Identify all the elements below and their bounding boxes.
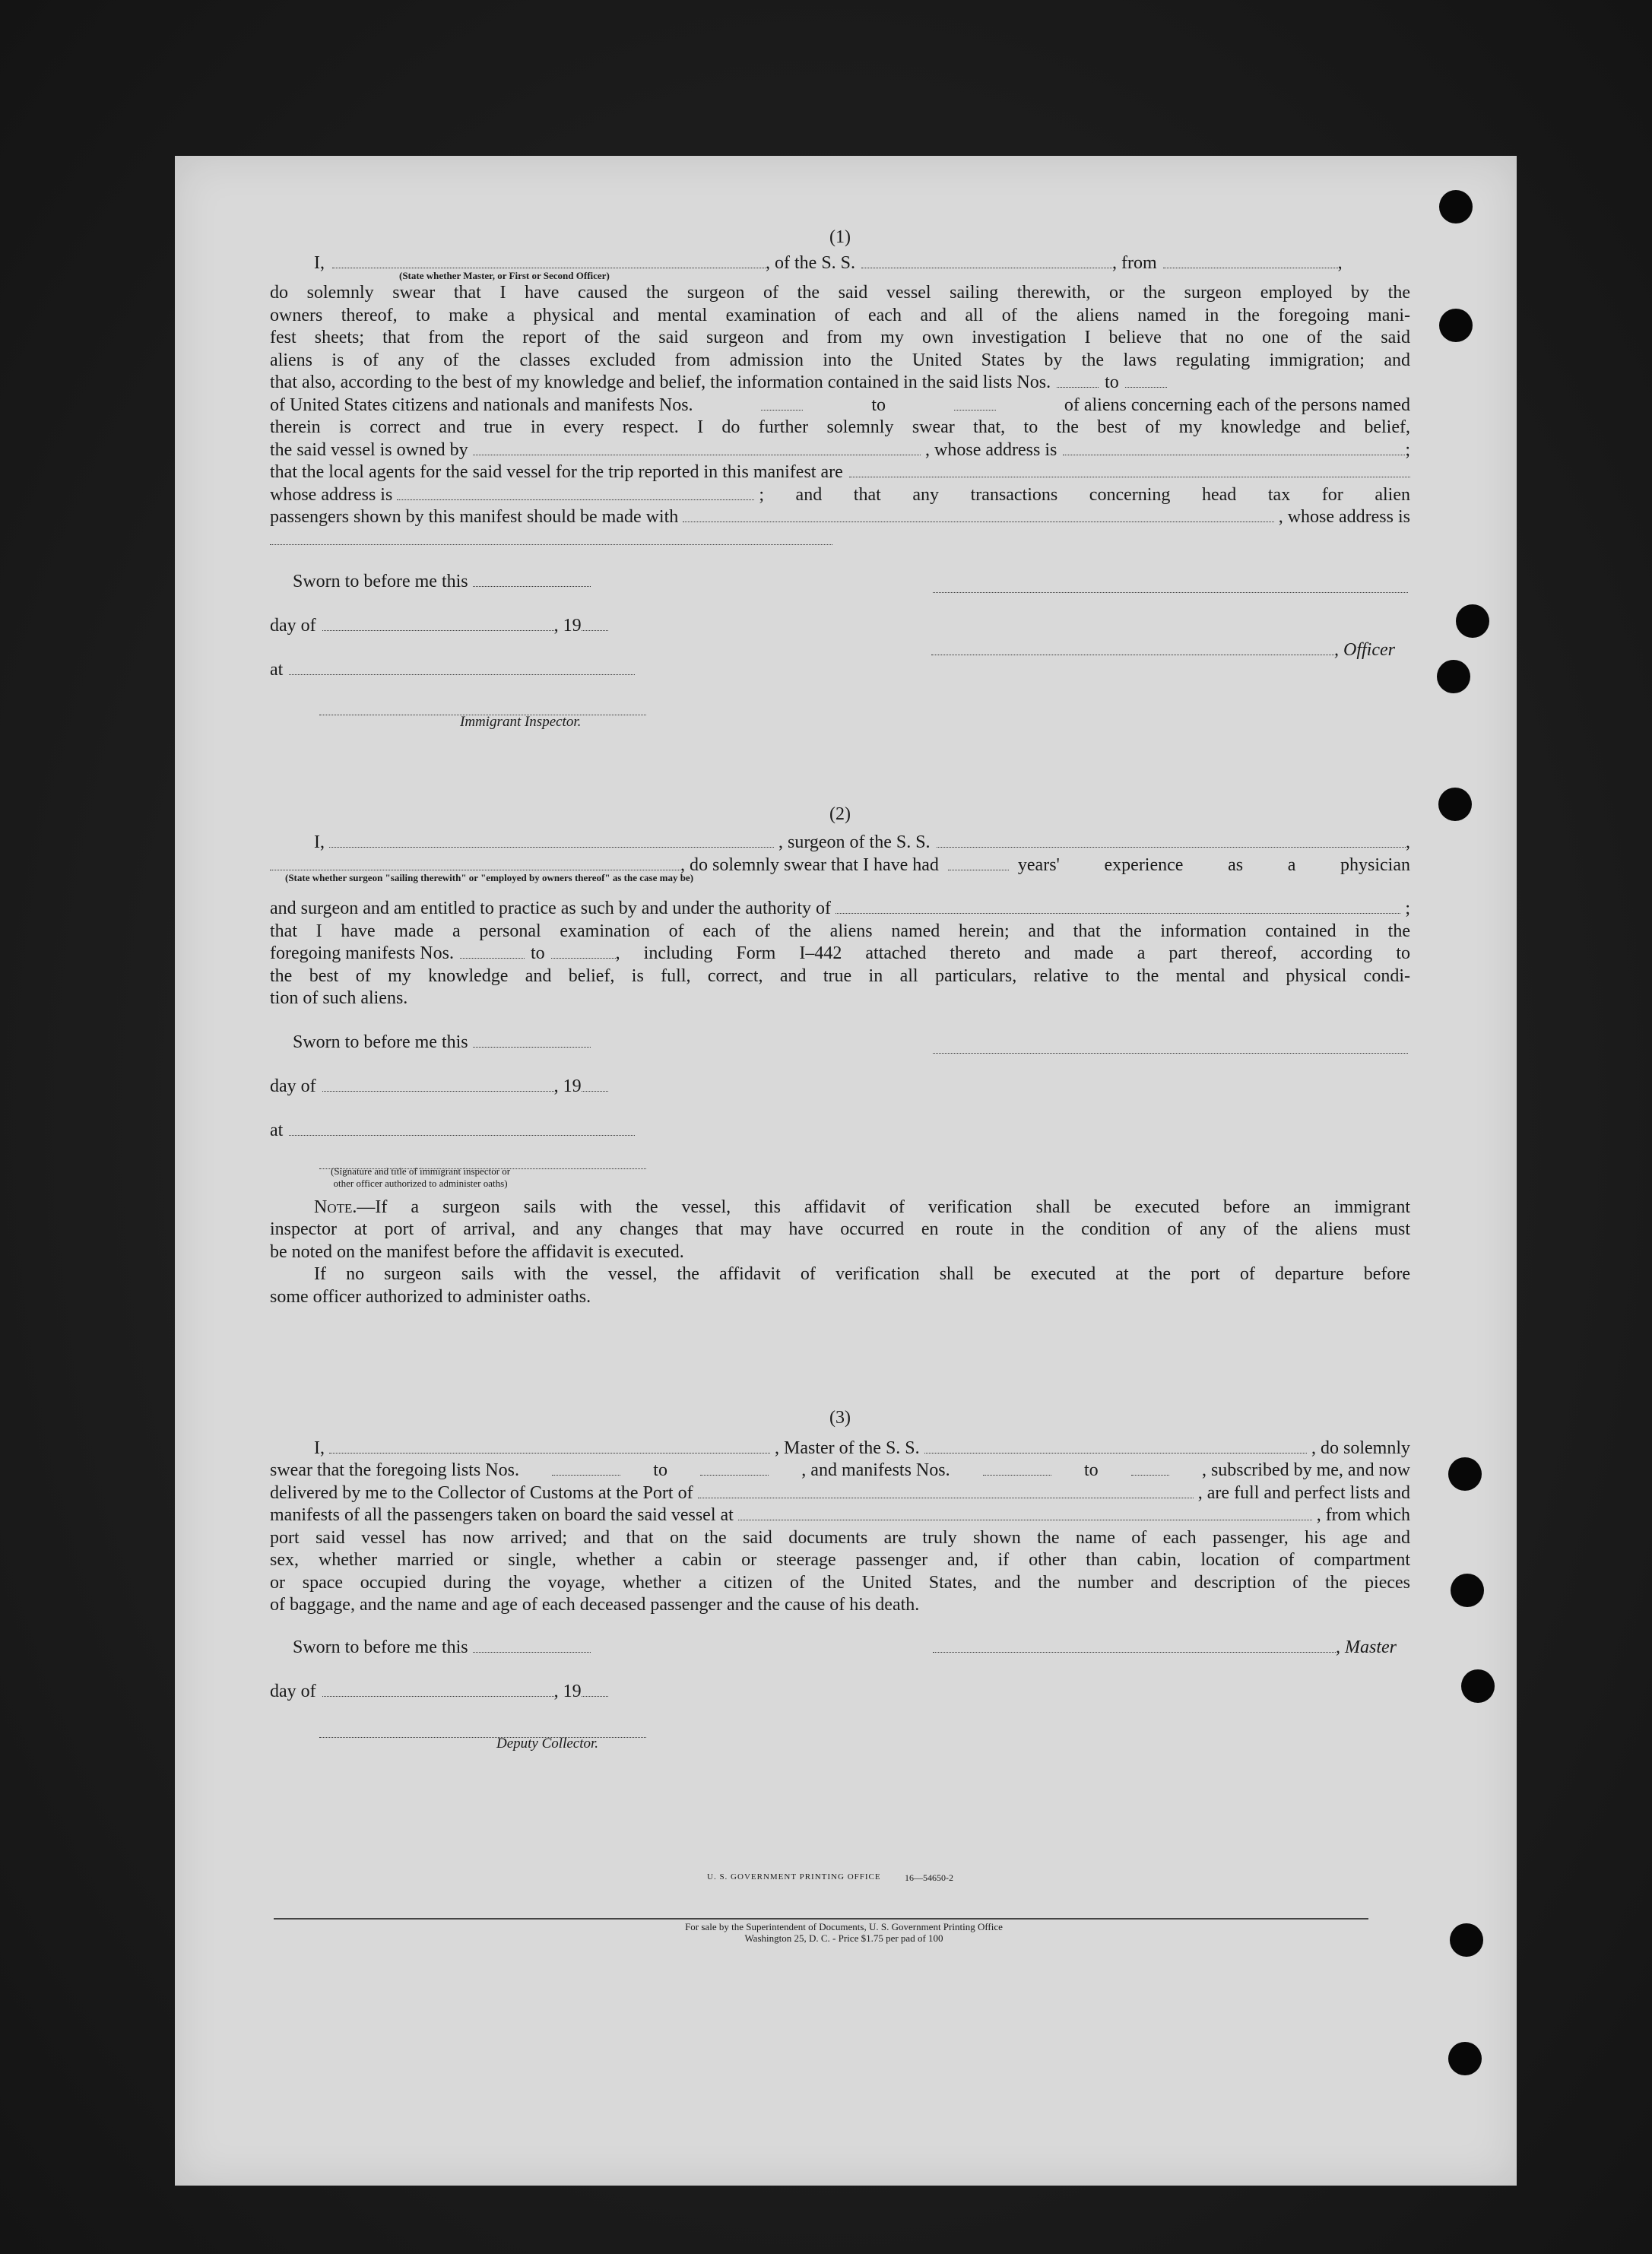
year-blank[interactable] <box>582 617 608 631</box>
section-1-text: owners thereof, to make a physical and mental examination of each and all of the aliens named in the foregoing mani- <box>270 305 1410 325</box>
form-content <box>270 227 1410 1754</box>
text: , whose address is <box>1278 507 1410 527</box>
section-3-line-4 <box>270 1504 1410 1527</box>
text: Sworn to before me this <box>293 1637 468 1657</box>
footer-rule <box>274 1918 1368 1920</box>
section-1-text: aliens is of any of the classes excluded from admission into the United States by the laws regulating immigration; and <box>270 350 1410 370</box>
day-of-row <box>270 1681 608 1704</box>
officer-row <box>931 639 1395 662</box>
text: I, <box>314 252 325 273</box>
section-2-text: that I have made a personal examination of each of the aliens named herein; and that the information contained in the <box>270 921 1410 941</box>
text: to <box>530 943 545 963</box>
text: to <box>871 395 886 415</box>
signature-note <box>331 1165 510 1190</box>
text: I, <box>314 832 325 852</box>
place-blank[interactable] <box>289 661 635 675</box>
vessel-name-blank[interactable] <box>861 254 1112 268</box>
text: , 19 <box>553 1681 582 1701</box>
surgeon-signature-blank[interactable] <box>933 1039 1408 1054</box>
surgeon-note: (State whether surgeon "sailing therewith" or "employed by owners thereof" as the case may be) <box>285 872 694 883</box>
text: , from <box>1112 252 1157 273</box>
section-1-text: do solemnly swear that I have caused the surgeon of the said vessel sailing therewith, or the surgeon employed by the <box>270 283 1410 303</box>
owner-blank[interactable] <box>473 441 921 455</box>
sworn-day-blank[interactable] <box>473 572 591 587</box>
manifest-from-blank[interactable] <box>761 396 803 411</box>
sale-notice <box>578 1921 1110 1944</box>
punch-hole <box>1451 1574 1484 1607</box>
punch-hole <box>1439 190 1473 223</box>
section-2 <box>270 804 1410 1309</box>
text: of aliens concerning each of the persons named <box>1064 395 1410 415</box>
punch-hole <box>1438 788 1472 821</box>
text: , including Form I–442 attached thereto and made a part thereof, according to <box>615 943 1410 963</box>
sworn-day-blank[interactable] <box>473 1033 591 1048</box>
text: , of the S. S. <box>766 252 856 273</box>
sworn-row <box>293 1637 591 1660</box>
note-line: inspector at port of arrival, and any changes that may have occurred en route in the condition of any of the aliens must <box>270 1219 1410 1239</box>
punch-hole <box>1450 1923 1483 1957</box>
manifests-to-blank[interactable] <box>551 944 616 959</box>
surgeon-vessel-blank[interactable] <box>937 833 1406 848</box>
month-blank[interactable] <box>322 617 554 631</box>
note-line <box>270 1197 1410 1219</box>
text: I, <box>314 1438 325 1458</box>
section-2-line-1 <box>270 832 1410 854</box>
section-3-line-1 <box>270 1438 1410 1460</box>
officer-name-blank[interactable] <box>931 641 1334 655</box>
at-row <box>270 1120 635 1143</box>
printer-imprint: U. S. GOVERNMENT PRINTING OFFICE <box>707 1872 881 1882</box>
section-number: (2) <box>829 804 851 824</box>
note-line: If no surgeon sails with the vessel, the affidavit of verification shall be executed at the port of departure before <box>314 1264 1410 1284</box>
text: at <box>270 659 284 680</box>
text: swear that the foregoing lists Nos. <box>270 1460 519 1480</box>
text: , <box>1406 832 1410 852</box>
text: whose address is <box>270 484 393 505</box>
text: other officer authorized to administer oaths) <box>333 1177 508 1189</box>
text: , Master of the S. S. <box>775 1438 920 1458</box>
officer-note: (State whether Master, or First or Second Officer) <box>399 270 610 281</box>
section-3-signatures <box>270 1617 1410 1754</box>
text: to <box>1105 372 1119 392</box>
text: , surgeon of the S. S. <box>778 832 931 852</box>
section-1-signatures <box>270 545 1410 735</box>
section-1-passengers-line <box>270 506 1410 529</box>
section-3-text: port said vessel has now arrived; and that on the said documents are truly shown the name of each passenger, his age and <box>270 1527 1410 1548</box>
lists-to-blank[interactable] <box>1125 373 1167 388</box>
officer-signature-blank[interactable] <box>933 579 1408 593</box>
officer-label: , Officer <box>1334 639 1395 660</box>
text: foregoing manifests Nos. <box>270 943 454 963</box>
note-label: Note. <box>314 1197 357 1217</box>
text: Sworn to before me this <box>293 571 468 591</box>
punch-hole <box>1461 1669 1495 1703</box>
text: (Signature and title of immigrant inspector or <box>331 1165 511 1177</box>
text: at <box>270 1120 284 1140</box>
punch-hole <box>1448 1457 1482 1491</box>
year-blank[interactable] <box>582 1682 608 1697</box>
text: day of <box>270 615 316 636</box>
month-blank[interactable] <box>322 1682 554 1697</box>
section-2-line-3 <box>270 898 1410 921</box>
port-blank[interactable] <box>698 1484 1194 1498</box>
surgeon-name-blank[interactable] <box>329 833 774 848</box>
section-3-line-3 <box>270 1482 1410 1505</box>
master-row <box>933 1637 1397 1660</box>
at-row <box>270 659 635 682</box>
year-blank[interactable] <box>582 1077 608 1092</box>
text: , 19 <box>553 615 582 636</box>
from-port-blank[interactable] <box>1163 254 1338 268</box>
section-3-text: sex, whether married or single, whether a cabin or steerage passenger and, if other than cabin, location of compartment <box>270 1550 1410 1570</box>
inspector-label: Immigrant Inspector. <box>460 713 582 730</box>
head-tax-address-blank[interactable] <box>270 531 832 545</box>
note-line: be noted on the manifest before the affidavit is executed. <box>270 1241 684 1262</box>
text: , do solemnly swear that I have had <box>680 854 939 875</box>
text: , whose address is <box>925 439 1057 460</box>
text: For sale by the Superintendent of Documents, U. S. Government Printing Office <box>685 1921 1003 1932</box>
text: passengers shown by this manifest should be made with <box>270 507 679 527</box>
master-vessel-blank[interactable] <box>924 1439 1307 1454</box>
lists-from-blank[interactable] <box>1057 373 1099 388</box>
text: ; <box>1405 899 1410 918</box>
punch-hole <box>1437 660 1470 693</box>
manifest-to-blank[interactable] <box>954 396 996 411</box>
section-1-owner-line <box>270 439 1410 462</box>
section-3-line-2 <box>270 1460 1410 1482</box>
manifests-from-blank[interactable] <box>460 944 525 959</box>
collector-label: Deputy Collector. <box>496 1735 599 1752</box>
section-3 <box>270 1407 1410 1754</box>
form-number: 16—54650-2 <box>905 1872 953 1883</box>
punch-hole <box>1448 2042 1482 2075</box>
text: , are full and perfect lists and <box>1197 1482 1410 1503</box>
section-1-address-line <box>270 484 1410 507</box>
day-of-row <box>270 615 608 638</box>
lists-from-blank[interactable] <box>552 1461 620 1476</box>
lists-to-blank[interactable] <box>700 1461 769 1476</box>
section-1-text: therein is correct and true in every respect. I do further solemnly swear that, to the best of my knowledge and belief, <box>270 417 1410 437</box>
text: years' experience as a physician <box>1017 854 1410 875</box>
text: to <box>1083 1460 1099 1480</box>
text: , <box>1337 252 1343 273</box>
text: the said vessel is owned by <box>270 439 468 460</box>
section-1-text: fest sheets; that from the report of the said surgeon and from my own investigation I believe that no one of the said <box>270 328 1410 347</box>
sworn-row <box>293 1032 591 1054</box>
sworn-row <box>293 571 591 594</box>
agents-blank[interactable] <box>849 463 1410 477</box>
text: Washington 25, D. C. - Price $1.75 per pad of 100 <box>744 1932 943 1944</box>
master-name-blank[interactable] <box>329 1439 770 1454</box>
section-3-text: of baggage, and the name and age of each deceased passenger and the cause of his death. <box>270 1595 920 1615</box>
text: day of <box>270 1076 316 1096</box>
text: ; and that any transactions concerning head tax for alien <box>759 484 1410 505</box>
text: and surgeon and am entitled to practice as such by and under the authority of <box>270 899 831 918</box>
text: —If a surgeon sails with the vessel, this affidavit of verification shall be executed before an immigrant <box>357 1197 1410 1217</box>
text: , and manifests Nos. <box>801 1460 950 1480</box>
text: manifests of all the passengers taken on board the said vessel at <box>270 1505 734 1525</box>
text: to <box>653 1460 667 1480</box>
text: of United States citizens and nationals and manifests Nos. <box>270 395 693 415</box>
text: , 19 <box>553 1076 582 1096</box>
month-blank[interactable] <box>322 1077 554 1092</box>
day-of-row <box>270 1076 608 1098</box>
section-2-text: the best of my knowledge and belief, is full, correct, and true in all particulars, relative to the mental and physical condi- <box>270 965 1410 986</box>
text: delivered by me to the Collector of Customs at the Port of <box>270 1482 693 1503</box>
section-1-agents-line <box>270 461 1410 484</box>
text: , subscribed by me, and now <box>1201 1460 1410 1480</box>
manifests-from-blank[interactable] <box>983 1461 1051 1476</box>
sworn-day-blank[interactable] <box>473 1638 591 1653</box>
note-block <box>270 1197 1410 1309</box>
section-3-text: or space occupied during the voyage, whether a citizen of the United States, and the number and description of the pieces <box>270 1572 1410 1593</box>
section-2-text: tion of such aliens. <box>270 988 408 1008</box>
note-line: some officer authorized to administer oaths. <box>270 1286 591 1307</box>
agents-address-blank[interactable] <box>397 486 754 500</box>
master-label: , Master <box>1336 1637 1397 1657</box>
embark-port-blank[interactable] <box>738 1506 1312 1520</box>
section-2-signatures <box>270 1010 1410 1189</box>
text: , do solemnly <box>1311 1438 1410 1458</box>
head-tax-blank[interactable] <box>683 508 1273 522</box>
text: that the local agents for the said vessel for the trip reported in this manifest are <box>270 462 843 482</box>
text: Sworn to before me this <box>293 1032 468 1052</box>
text: that also, according to the best of my knowledge and belief, the information contained in the said lists Nos. <box>270 372 1051 392</box>
place-blank[interactable] <box>289 1121 635 1136</box>
owner-address-blank[interactable] <box>1063 441 1405 455</box>
section-number: (1) <box>829 227 851 247</box>
section-1 <box>270 227 1410 735</box>
punch-hole <box>1439 309 1473 342</box>
surgeon-status-blank[interactable] <box>270 856 680 870</box>
authority-blank[interactable] <box>836 899 1400 914</box>
section-1-lists-line <box>270 372 1410 395</box>
text: ; <box>1405 439 1410 460</box>
section-2-line-5 <box>270 943 1410 965</box>
master-name-blank[interactable] <box>332 254 766 268</box>
text: , from which <box>1316 1505 1410 1525</box>
text: day of <box>270 1681 316 1701</box>
punch-hole <box>1456 604 1489 638</box>
section-1-citizens-line <box>270 395 1410 417</box>
years-blank[interactable] <box>948 856 1009 870</box>
section-number: (3) <box>829 1408 851 1428</box>
master-signature-blank[interactable] <box>933 1638 1336 1653</box>
manifests-to-blank[interactable] <box>1131 1461 1169 1476</box>
